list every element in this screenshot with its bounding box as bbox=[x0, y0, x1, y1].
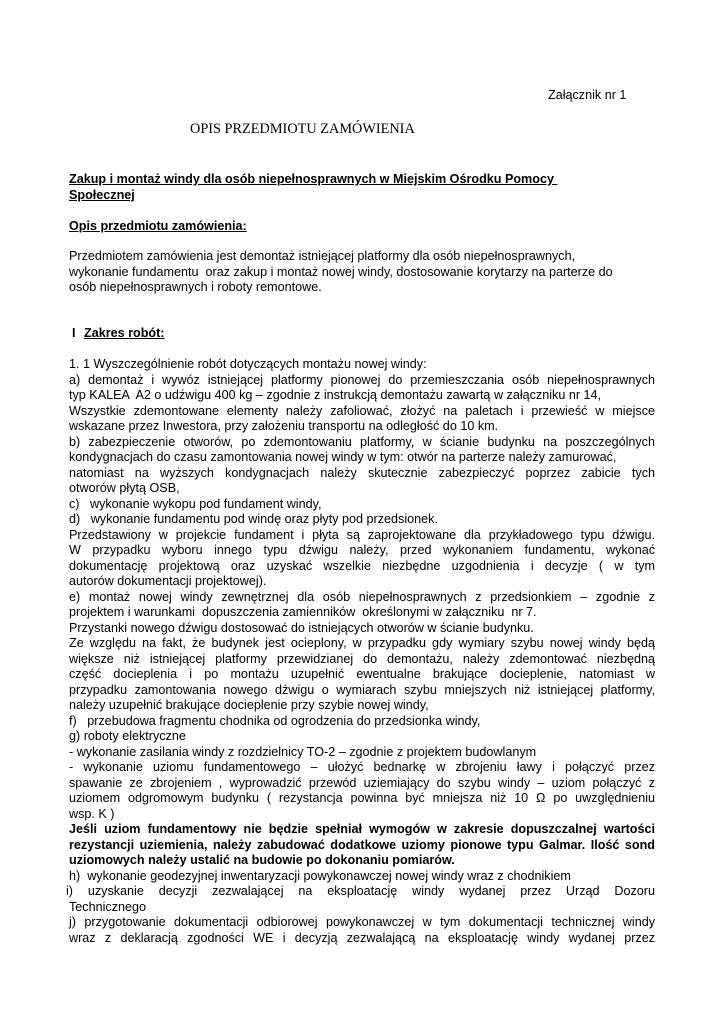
text-line: dokumentację projektową oraz uzyskać wszelkie niezbędne uzgodnienia i decyzje ( w tym bbox=[69, 559, 655, 573]
text-line: Przystanki nowego dźwigu dostosować do istniejących otworów w ścianie budynku. bbox=[69, 621, 534, 635]
text-line: b) zabezpieczenie otworów, po zdemontowaniu platformy, w ścianie budynku na poszczególnych bbox=[69, 435, 655, 449]
text-line: typ KALEA A2 o udźwigu 400 kg – zgodnie z instrukcją demontażu zawartą w załączniku nr 14, bbox=[69, 388, 602, 402]
text-line: h) wykonanie geodezyjnej inwentaryzacji powykonawczej nowej windy wraz z chodnikiem bbox=[69, 869, 571, 883]
text-line: wraz z deklaracją zgodności WE i decyzją zezwalającą na eksploatację windy wydanej przez bbox=[69, 931, 655, 945]
section-heading: Zakres robót: bbox=[84, 326, 165, 340]
text-line: wykonanie fundamentu oraz zakup i montaż nowej windy, dostosowanie korytarzy na parterze do bbox=[69, 265, 613, 279]
text-line: kondygnacjach do czasu zamontowania nowej windy w tym: otwór na parterze należy zamurować, bbox=[69, 450, 617, 464]
text-line: spawanie ze zbrojeniem , wyprowadzić przewód uziemiający do szybu windy – uziom połączyć z bbox=[69, 776, 655, 790]
text-line: autorów dokumentacji projektowej). bbox=[69, 574, 267, 588]
document-title: OPIS PRZEDMIOTU ZAMÓWIENIA bbox=[190, 121, 415, 137]
text-line: Ze względu na fakt, że budynek jest ocieplony, w przypadku gdy wymiary szybu nowej windy będą bbox=[69, 636, 655, 650]
text-line: Wszystkie zdemontowane elementy należy zafoliować, złożyć na paletach i przewieść w miejsce bbox=[69, 404, 655, 418]
text-line: wskazane przez Inwestora, przy założeniu transportu na odległość do 10 km. bbox=[69, 419, 499, 433]
text-line: 1. 1 Wyszczególnienie robót dotyczących montażu nowej windy: bbox=[69, 357, 427, 371]
subject-title-line-1: Zakup i montaż windy dla osób niepełnosprawnych w Miejskim Ośrodku Pomocy bbox=[69, 172, 558, 186]
text-line: część docieplenia i po montażu uzupełnić ewentualne brakujące docieplenie, natomiast w bbox=[69, 667, 655, 681]
section-number: I bbox=[72, 326, 76, 340]
text-line: większe niż istniejącej platformy przewidzianej do demontażu, należy zdemontować niezbędną bbox=[69, 652, 655, 666]
text-line: Technicznego bbox=[69, 900, 147, 914]
subject-title-line-2: Społecznej bbox=[69, 188, 135, 202]
text-line: W przypadku wyboru innego typu dźwigu należy, przed wykonaniem fundamentu, wykonać bbox=[69, 543, 655, 557]
text-line: i) uzyskanie decyzji zezwalającej na eksploatację windy wydanej przez Urząd Dozoru bbox=[66, 884, 655, 898]
text-line: j) przygotowanie dokumentacji odbiorowej powykonawczej w tym dokumentacji technicznej windy bbox=[69, 915, 655, 929]
text-line: należy uzupełnić brakujące docieplenie przy szybie nowej windy, bbox=[69, 698, 429, 712]
text-line-bold: Jeśli uziom fundamentowy nie będzie spełniał wymogów w zakresie dopuszczalnej wartości bbox=[69, 822, 655, 836]
text-line: a) demontaż i wywóz istniejącej platformy pionowej do przemieszczania osób niepełnosprawnych bbox=[69, 373, 655, 387]
text-line: uziomem odgromowym budynku ( rezystancja powinna być mniejsza niż 10 Ω po uwzględnieniu bbox=[69, 791, 655, 805]
text-line: c) wykonanie wykopu pod fundament windy, bbox=[69, 497, 322, 511]
text-line: otworów płytą OSB, bbox=[69, 481, 180, 495]
text-line: projektem i warunkami dopuszczenia zamienników określonymi w załączniku nr 7. bbox=[69, 605, 537, 619]
text-line: g) roboty elektryczne bbox=[69, 729, 186, 743]
text-line: d) wykonanie fundamentu pod windę oraz płyty pod przedsionek. bbox=[69, 512, 438, 526]
text-line: przypadku zamontowania nowego dźwigu o wymiarach szybu mniejszych niż istniejącej platformy, bbox=[69, 683, 655, 697]
text-line: e) montaż nowej windy zewnętrznej dla osób niepełnosprawnych z przedsionkiem – zgodnie z bbox=[69, 590, 655, 604]
text-line: wsp. K ) bbox=[69, 807, 115, 821]
text-line: Przedmiotem zamówienia jest demontaż istniejącej platformy dla osób niepełnosprawnych, bbox=[69, 249, 576, 263]
text-line: - wykonanie uziomu fundamentowego – ułożyć bednarkę w zbrojeniu ławy i połączyć przez bbox=[69, 760, 655, 774]
text-line: osób niepełnosprawnych i roboty remontowe. bbox=[69, 280, 322, 294]
text-line: - wykonanie zasilania windy z rozdzielnicy TO-2 – zgodnie z projektem budowlanym bbox=[69, 745, 537, 759]
text-line: Przedstawiony w projekcie fundament i płyta są zaprojektowane dla przykładowego typu dźwigu. bbox=[69, 528, 655, 542]
intro-heading: Opis przedmiotu zamówienia: bbox=[69, 219, 247, 233]
text-line-bold: uziomowych należy ustalić na budowie po dokonaniu pomiarów. bbox=[69, 853, 455, 867]
annex-label: Załącznik nr 1 bbox=[548, 88, 627, 102]
text-line: natomiast na wyższych kondygnacjach należy skutecznie zabezpieczyć poprzez zabicie tych bbox=[69, 466, 655, 480]
text-line-bold: rezystancji uziemienia, należy zabudować dodatkowe uziomy pionowe typu Galmar. Ilość sond bbox=[69, 838, 655, 852]
text-line: f) przebudowa fragmentu chodnika od ogrodzenia do przedsionka windy, bbox=[69, 714, 481, 728]
